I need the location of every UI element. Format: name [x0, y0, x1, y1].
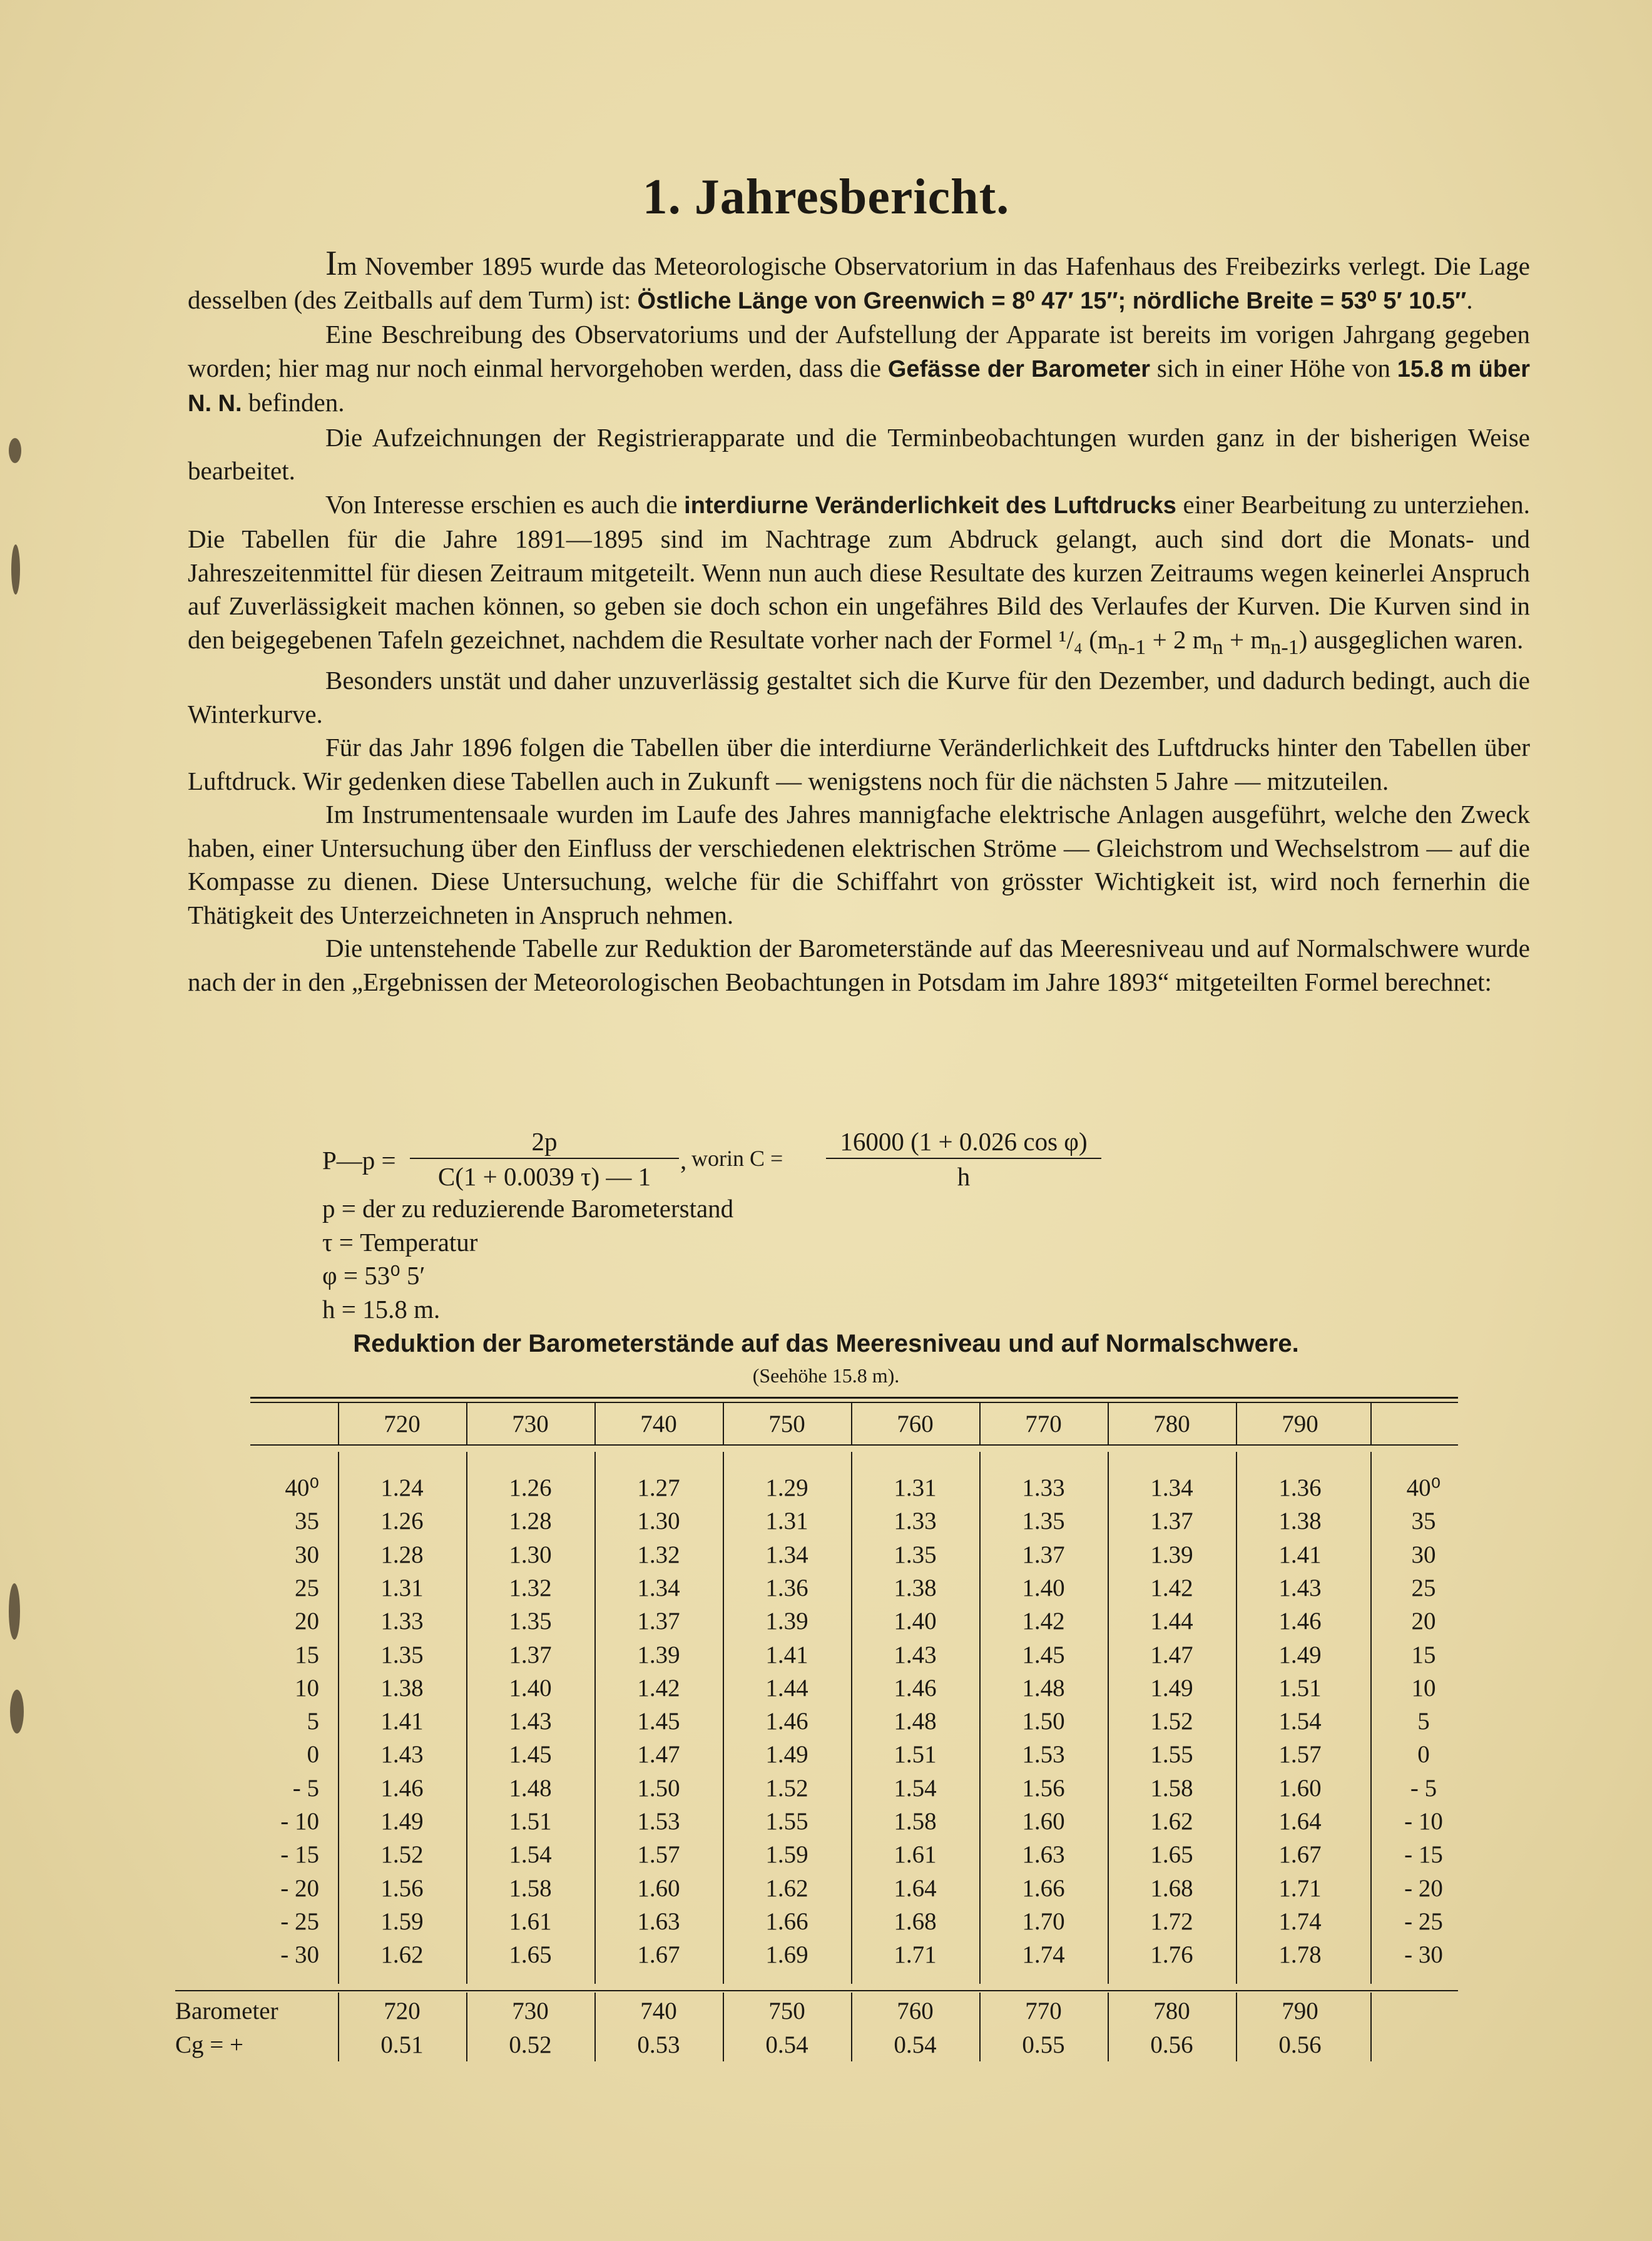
- table-column-divider: [1370, 1403, 1372, 1444]
- formula-definitions: [322, 1192, 1198, 1326]
- row-temperature: 35: [295, 1508, 319, 1534]
- table-column-divider: [594, 1993, 596, 2061]
- table-cell: 1.37: [1022, 1541, 1065, 1568]
- emphasis-text: Gefässe der Barometer: [887, 355, 1151, 382]
- table-cell: 1.65: [1150, 1841, 1193, 1868]
- row-temperature: - 30: [280, 1941, 319, 1968]
- table-footer-rule: [175, 1990, 1458, 1991]
- table-cell: 1.38: [380, 1675, 424, 1702]
- paragraph-8: Die untenstehende Tabelle zur Reduktion der Barometerstände auf das Meeresniveau und auf Normalschwere wurde nach der in den „Ergebnissen der Meteorologischen Beobachtungen in Potsdam im Jahre 1893“ mitgeteilten Formel berechnet:: [188, 934, 1530, 996]
- table-column-divider: [1108, 1452, 1109, 1984]
- table-cell: 1.54: [894, 1775, 937, 1802]
- text-run: sich in einer Höhe von: [1150, 353, 1397, 382]
- table-cell: 1.56: [1022, 1775, 1065, 1802]
- coordinates-text: Östliche Länge von Greenwich = 8⁰ 47′ 15″; nördliche Breite = 53⁰ 5′ 10.5″: [637, 287, 1467, 314]
- page-title: 1. Jahresbericht.: [642, 170, 1010, 225]
- row-temperature: 40⁰: [285, 1474, 319, 1501]
- footer-cg-cell: 0.54: [765, 2031, 808, 2058]
- footer-cg-cell: 0.56: [1150, 2031, 1193, 2058]
- table-cell: 1.45: [1022, 1641, 1065, 1668]
- column-header: 760: [897, 1411, 934, 1437]
- row-temperature: - 25: [280, 1908, 319, 1935]
- column-header: 790: [1282, 1411, 1318, 1437]
- row-temperature: 0: [307, 1741, 319, 1768]
- table-column-divider: [594, 1452, 596, 1984]
- table-column-divider: [1370, 1993, 1372, 2061]
- subscript: n: [1212, 635, 1223, 659]
- table-cell: 1.31: [765, 1508, 808, 1534]
- table-cell: 1.46: [894, 1675, 937, 1702]
- row-temperature: - 20: [280, 1875, 319, 1902]
- fraction-numerator: 2p: [410, 1126, 679, 1159]
- table-cell: 1.68: [1150, 1875, 1193, 1902]
- table-cell: 1.45: [637, 1708, 680, 1735]
- footer-cg-cell: 0.51: [380, 2031, 424, 2058]
- table-cell: 1.35: [380, 1641, 424, 1668]
- table-cell: 1.69: [765, 1941, 808, 1968]
- text-run: + 2 m: [1146, 625, 1213, 654]
- table-cell: 1.72: [1150, 1908, 1193, 1935]
- row-temperature: 5: [307, 1708, 319, 1735]
- table-cell: 1.37: [637, 1608, 680, 1635]
- margin-spot: [10, 1690, 24, 1733]
- table-cell: 1.35: [894, 1541, 937, 1568]
- column-header: 750: [768, 1411, 805, 1437]
- row-temperature-right: 40⁰: [1406, 1474, 1441, 1501]
- table-cell: 1.65: [509, 1941, 552, 1968]
- table-column-divider: [466, 1452, 467, 1984]
- table-cell: 1.36: [765, 1575, 808, 1601]
- table-cell: 1.34: [765, 1541, 808, 1568]
- table-cell: 1.45: [509, 1741, 552, 1768]
- row-temperature-right: 5: [1417, 1708, 1430, 1735]
- table-cell: 1.31: [380, 1575, 424, 1601]
- row-temperature: 30: [295, 1541, 319, 1568]
- text-run: m November 1895 wurde das Meteorologische Observatorium in das Hafenhaus des Freibezirks verlegt. Die Lage desselben (des Zeitballs auf dem Turm) ist:: [188, 252, 1530, 314]
- subscript: n-1: [1117, 635, 1146, 659]
- table-cell: 1.50: [1022, 1708, 1065, 1735]
- table-column-divider: [1108, 1993, 1109, 2061]
- emphasis-text: 15.8 m über N. N.: [188, 355, 1530, 417]
- table-cell: 1.66: [765, 1908, 808, 1935]
- table-cell: 1.55: [1150, 1741, 1193, 1768]
- initial-letter: I: [325, 244, 337, 283]
- footer-barometer-cell: 740: [640, 1998, 677, 2024]
- table-column-divider: [979, 1452, 981, 1984]
- table-cell: 1.74: [1278, 1908, 1322, 1935]
- row-temperature-right: 0: [1417, 1741, 1430, 1768]
- table-cell: 1.50: [637, 1775, 680, 1802]
- table-cell: 1.67: [637, 1941, 680, 1968]
- row-temperature: - 5: [292, 1775, 319, 1802]
- table-cell: 1.61: [894, 1841, 937, 1868]
- table-cell: 1.43: [894, 1641, 937, 1668]
- table-cell: 1.59: [765, 1841, 808, 1868]
- paragraph-3: Die Aufzeichnungen der Registrierapparate und die Terminbeobachtungen wurden ganz in der bisherigen Weise bearbeitet.: [188, 422, 1530, 485]
- table-cell: 1.49: [765, 1741, 808, 1768]
- row-temperature-right: 25: [1411, 1575, 1436, 1601]
- table-cell: 1.31: [894, 1474, 937, 1501]
- table-column-divider: [851, 1993, 852, 2061]
- row-temperature-right: - 5: [1410, 1775, 1437, 1802]
- table-cell: 1.40: [894, 1608, 937, 1635]
- table-cell: 1.58: [894, 1808, 937, 1835]
- table-top-rule-2: [250, 1402, 1458, 1403]
- table-cell: 1.37: [1150, 1508, 1193, 1534]
- margin-spot: [9, 1583, 20, 1640]
- footer-label-barometer: Barometer: [175, 1998, 278, 2024]
- table-subtitle: (Seehöhe 15.8 m).: [752, 1364, 900, 1387]
- row-temperature-right: 15: [1411, 1641, 1436, 1668]
- fraction-2: [826, 1126, 1101, 1192]
- table-cell: 1.70: [1022, 1908, 1065, 1935]
- formula-comma: ,: [680, 1146, 687, 1175]
- table-cell: 1.57: [1278, 1741, 1322, 1768]
- row-temperature-right: 20: [1411, 1608, 1436, 1635]
- table-cell: 1.66: [1022, 1875, 1065, 1902]
- row-temperature-right: 30: [1411, 1541, 1436, 1568]
- table-cell: 1.40: [509, 1675, 552, 1702]
- table-cell: 1.49: [380, 1808, 424, 1835]
- table-cell: 1.52: [1150, 1708, 1193, 1735]
- table-cell: 1.48: [509, 1775, 552, 1802]
- table-cell: 1.46: [765, 1708, 808, 1735]
- table-cell: 1.47: [637, 1741, 680, 1768]
- table-cell: 1.74: [1022, 1941, 1065, 1968]
- column-header: 720: [384, 1411, 421, 1437]
- table-cell: 1.32: [509, 1575, 552, 1601]
- table-cell: 1.42: [637, 1675, 680, 1702]
- table-cell: 1.52: [765, 1775, 808, 1802]
- table-cell: 1.29: [765, 1474, 808, 1501]
- table-cell: 1.27: [637, 1474, 680, 1501]
- paragraph-4: [188, 488, 1530, 665]
- table-cell: 1.39: [765, 1608, 808, 1635]
- table-cell: 1.67: [1278, 1841, 1322, 1868]
- table-cell: 1.26: [509, 1474, 552, 1501]
- fraction-1: [410, 1126, 679, 1192]
- column-header: 730: [512, 1411, 549, 1437]
- row-temperature: 25: [295, 1575, 319, 1601]
- text-run: Eine Beschreibung des Observatoriums und der Aufstellung der Apparate ist bereits im vorigen Jahrgang gegeben worden; hier mag nur noch einmal hervorgehoben werden, dass die: [188, 320, 1530, 382]
- table-cell: 1.78: [1278, 1941, 1322, 1968]
- table-cell: 1.46: [380, 1775, 424, 1802]
- table-cell: 1.33: [380, 1608, 424, 1635]
- table-cell: 1.76: [1150, 1941, 1193, 1968]
- footer-barometer-cell: 730: [512, 1998, 549, 2024]
- table-cell: 1.35: [1022, 1508, 1065, 1534]
- table-cell: 1.28: [509, 1508, 552, 1534]
- table-cell: 1.64: [1278, 1808, 1322, 1835]
- table-cell: 1.43: [380, 1741, 424, 1768]
- row-temperature: - 15: [280, 1841, 319, 1868]
- text-run: befinden.: [242, 388, 345, 417]
- table-cell: 1.60: [1022, 1808, 1065, 1835]
- table-column-divider: [1236, 1993, 1237, 2061]
- row-temperature: 20: [295, 1608, 319, 1635]
- row-temperature-right: - 20: [1404, 1875, 1443, 1902]
- definition-line: p = der zu reduzierende Barometerstand: [322, 1194, 734, 1223]
- footer-cg-cell: 0.54: [894, 2031, 937, 2058]
- table-top-rule: [250, 1397, 1458, 1399]
- paragraph-6: Für das Jahr 1896 folgen die Tabellen über die interdiurne Veränderlichkeit des Luftdrucks hinter den Tabellen über Luftdruck. Wir gedenken diese Tabellen auch in Zukunft — wenigstens noch für die nächsten 5 Jahre — mitzuteilen.: [188, 733, 1530, 795]
- table-cell: 1.51: [509, 1808, 552, 1835]
- table-cell: 1.49: [1150, 1675, 1193, 1702]
- table-column-divider: [723, 1452, 724, 1984]
- table-cell: 1.39: [1150, 1541, 1193, 1568]
- footer-cg-cell: 0.52: [509, 2031, 552, 2058]
- table-cell: 1.43: [1278, 1575, 1322, 1601]
- table-cell: 1.41: [765, 1641, 808, 1668]
- emphasis-text: interdiurne Veränderlichkeit des Luftdrucks: [684, 492, 1176, 519]
- table-cell: 1.37: [509, 1641, 552, 1668]
- table-cell: 1.56: [380, 1875, 424, 1902]
- table-column-divider: [723, 1993, 724, 2061]
- definition-line: h = 15.8 m.: [322, 1294, 441, 1324]
- footer-cg-cell: 0.56: [1278, 2031, 1322, 2058]
- text-run: ) ausgeglichen waren.: [1298, 625, 1524, 654]
- row-temperature: 15: [295, 1641, 319, 1668]
- table-cell: 1.42: [1150, 1575, 1193, 1601]
- table-cell: 1.52: [380, 1841, 424, 1868]
- margin-spot: [11, 544, 20, 595]
- row-temperature-right: - 30: [1404, 1941, 1443, 1968]
- table-cell: 1.54: [1278, 1708, 1322, 1735]
- table-cell: 1.41: [380, 1708, 424, 1735]
- row-temperature: - 10: [280, 1808, 319, 1835]
- text-run: Von Interesse erschien es auch die: [325, 489, 685, 519]
- table-cell: 1.53: [637, 1808, 680, 1835]
- table-cell: 1.28: [380, 1541, 424, 1568]
- table-cell: 1.40: [1022, 1575, 1065, 1601]
- table-column-divider: [1370, 1452, 1372, 1984]
- footer-label-cg: Cg = +: [175, 2031, 244, 2058]
- table-cell: 1.35: [509, 1608, 552, 1635]
- table-cell: 1.59: [380, 1908, 424, 1935]
- column-header: 780: [1153, 1411, 1190, 1437]
- footer-barometer-cell: 750: [768, 1998, 805, 2024]
- fraction-denominator: h: [957, 1162, 971, 1191]
- row-temperature-right: - 10: [1404, 1808, 1443, 1835]
- table-column-divider: [338, 1452, 339, 1984]
- table-column-divider: [851, 1452, 852, 1984]
- body-text: [188, 244, 1530, 999]
- table-cell: 1.55: [765, 1808, 808, 1835]
- table-cell: 1.68: [894, 1908, 937, 1935]
- table-cell: 1.53: [1022, 1741, 1065, 1768]
- table-cell: 1.42: [1022, 1608, 1065, 1635]
- text-run: + m: [1223, 625, 1271, 654]
- table-cell: 1.26: [380, 1508, 424, 1534]
- row-temperature-right: 35: [1411, 1508, 1436, 1534]
- text-run: einer Bearbeitung zu unterziehen. Die Tabellen für die Jahre 1891—1895 sind im Nachtrage zum Abdruck gelangt, auch sind dort die Monats- und Jahreszeitenmittel für diesen Zeitraum mitgeteilt. Wenn nun auch diese Resultate des kurzen Zeitraums wegen keinerlei Anspruch auf Zuverlässigkeit machen können, so geben sie doch schon ein ungefähres Bild des Verlaufes der Kurven. Die Kurven sind in den beigegebenen Tafeln gezeichnet, nachdem die Resultate vorher nach der Formel ¹/₄ (m: [188, 489, 1530, 654]
- table-cell: 1.58: [1150, 1775, 1193, 1802]
- table-cell: 1.63: [637, 1908, 680, 1935]
- table-cell: 1.64: [894, 1875, 937, 1902]
- table-title: Reduktion der Barometerstände auf das Meeresniveau und auf Normalschwere.: [353, 1330, 1299, 1357]
- table-cell: 1.71: [1278, 1875, 1322, 1902]
- footer-barometer-cell: 780: [1153, 1998, 1190, 2024]
- table-header-rule: [250, 1444, 1458, 1446]
- table-cell: 1.39: [637, 1641, 680, 1668]
- table-cell: 1.44: [765, 1675, 808, 1702]
- fraction-numerator: 16000 (1 + 0.026 cos φ): [826, 1126, 1101, 1159]
- paragraph-5: Besonders unstät und daher unzuverlässig gestaltet sich die Kurve für den Dezember, und dadurch bedingt, auch die Winterkurve.: [188, 666, 1530, 728]
- table-cell: 1.33: [1022, 1474, 1065, 1501]
- table-cell: 1.32: [637, 1541, 680, 1568]
- formula-lhs: P—p =: [322, 1146, 396, 1175]
- row-temperature: 10: [295, 1675, 319, 1702]
- table-cell: 1.43: [509, 1708, 552, 1735]
- table-cell: 1.34: [1150, 1474, 1193, 1501]
- table-cell: 1.38: [894, 1575, 937, 1601]
- table-cell: 1.62: [380, 1941, 424, 1968]
- table-cell: 1.34: [637, 1575, 680, 1601]
- paragraph-2: [188, 318, 1530, 421]
- table-cell: 1.58: [509, 1875, 552, 1902]
- table-cell: 1.61: [509, 1908, 552, 1935]
- formula-mid: worin C =: [691, 1146, 783, 1171]
- footer-barometer-cell: 790: [1282, 1998, 1318, 2024]
- table-cell: 1.51: [1278, 1675, 1322, 1702]
- fraction-denominator: C(1 + 0.0039 τ) — 1: [437, 1162, 651, 1191]
- footer-barometer-cell: 720: [384, 1998, 421, 2024]
- table-cell: 1.30: [637, 1508, 680, 1534]
- subscript: n-1: [1270, 635, 1299, 659]
- table-cell: 1.44: [1150, 1608, 1193, 1635]
- table-cell: 1.62: [1150, 1808, 1193, 1835]
- column-header: 770: [1025, 1411, 1062, 1437]
- table-cell: 1.48: [1022, 1675, 1065, 1702]
- table-cell: 1.47: [1150, 1641, 1193, 1668]
- table-cell: 1.24: [380, 1474, 424, 1501]
- row-temperature-right: 10: [1411, 1675, 1436, 1702]
- table-cell: 1.48: [894, 1708, 937, 1735]
- paragraph-1: [188, 244, 1530, 318]
- row-temperature-right: - 15: [1404, 1841, 1443, 1868]
- footer-cg-cell: 0.53: [637, 2031, 680, 2058]
- table-column-divider: [979, 1993, 981, 2061]
- formula: [322, 1126, 1198, 1195]
- table-cell: 1.71: [894, 1941, 937, 1968]
- table-cell: 1.60: [637, 1875, 680, 1902]
- table-cell: 1.38: [1278, 1508, 1322, 1534]
- definition-line: φ = 53⁰ 5′: [322, 1261, 426, 1290]
- table-cell: 1.62: [765, 1875, 808, 1902]
- table-cell: 1.54: [509, 1841, 552, 1868]
- table-cell: 1.36: [1278, 1474, 1322, 1501]
- table-column-divider: [338, 1993, 339, 2061]
- footer-cg-cell: 0.55: [1022, 2031, 1065, 2058]
- footer-barometer-cell: 760: [897, 1998, 934, 2024]
- text-run: .: [1466, 285, 1473, 314]
- table-cell: 1.63: [1022, 1841, 1065, 1868]
- table-cell: 1.57: [637, 1841, 680, 1868]
- row-temperature-right: - 25: [1404, 1908, 1443, 1935]
- table-column-divider: [1236, 1452, 1237, 1984]
- table-cell: 1.33: [894, 1508, 937, 1534]
- table-column-divider: [466, 1993, 467, 2061]
- table-cell: 1.49: [1278, 1641, 1322, 1668]
- table-cell: 1.51: [894, 1741, 937, 1768]
- footer-barometer-cell: 770: [1025, 1998, 1062, 2024]
- table-cell: 1.41: [1278, 1541, 1322, 1568]
- table-cell: 1.30: [509, 1541, 552, 1568]
- table-cell: 1.60: [1278, 1775, 1322, 1802]
- column-header: 740: [640, 1411, 677, 1437]
- definition-line: τ = Temperatur: [322, 1227, 478, 1257]
- paragraph-7: Im Instrumentensaale wurden im Laufe des Jahres mannigfache elektrische Anlagen ausgeführt, welche den Zweck haben, einer Untersuchung über den Einfluss der verschiedenen elektrischen Ströme — Gleichstrom und Wechselstrom — auf die Kompasse zu dienen. Diese Untersuchung, welche für die Schiffahrt von grösster Wichtigkeit ist, wird noch fernerhin die Thätigkeit des Unterzeichneten in Anspruch nehmen.: [188, 800, 1530, 929]
- table-cell: 1.46: [1278, 1608, 1322, 1635]
- margin-spot: [9, 438, 21, 463]
